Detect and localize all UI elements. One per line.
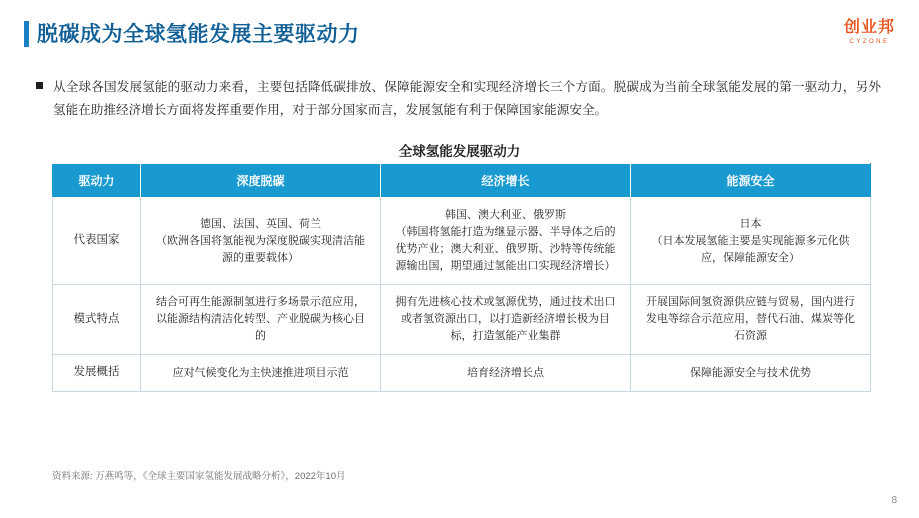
cell-0-0: 德国、法国、英国、荷兰 （欧洲各国将氢能视为深度脱碳实现清洁能源的重要载体） <box>141 198 381 285</box>
row-label-2: 发展概括 <box>53 355 141 392</box>
driver-table <box>52 163 871 392</box>
brand-logo <box>844 20 895 45</box>
cell-1-0: 结合可再生能源制氢进行多场景示范应用，以能源结构清洁化转型、产业脱碳为核心目的 <box>141 285 381 355</box>
table-header-row <box>53 164 871 198</box>
cell-0-2: 日本 （日本发展氢能主要是实现能源多元化供应，保障能源安全） <box>631 198 871 285</box>
cell-2-2: 保障能源安全与技术优势 <box>631 355 871 392</box>
table-row <box>53 198 871 285</box>
logo-text-cn: 创业邦 <box>843 19 895 36</box>
source-note: 资料来源: 万燕鸣等，《全球主要国家氢能发展战略分析》，2022年10月 <box>52 471 346 482</box>
table-header-cell-2: 经济增长 <box>381 164 631 198</box>
page-title: 脱碳成为全球氢能发展主要驱动力 <box>37 23 360 46</box>
cell-1-2: 开展国际间氢资源供应链与贸易，国内进行发电等综合示范应用，替代石油、煤炭等化石资源 <box>631 285 871 355</box>
summary-bullet <box>36 76 881 123</box>
table-row <box>53 285 871 355</box>
summary-text: 从全球各国发展氢能的驱动力来看，主要包括降低碳排放、保障能源安全和实现经济增长三个方面。脱碳成为当前全球氢能发展的第一驱动力，另外氢能在助推经济增长方面将发挥重要作用，对于部分国家而言，发展氢能有利于保障国家能源安全。 <box>53 80 881 118</box>
title-accent-bar <box>24 21 29 47</box>
driver-table-wrapper <box>52 163 870 392</box>
row-label-1: 模式特点 <box>53 285 141 355</box>
cell-1-1: 拥有先进核心技术或氢源优势，通过技术出口或者氢资源出口，以打造新经济增长极为目标，打造氢能产业集群 <box>381 285 631 355</box>
slide-header <box>0 18 919 54</box>
row-label-0: 代表国家 <box>53 198 141 285</box>
logo-text-en: CYZONE <box>849 39 890 45</box>
cell-2-1: 培育经济增长点 <box>381 355 631 392</box>
table-caption: 全球氢能发展驱动力 <box>398 144 521 159</box>
table-header-cell-0: 驱动力 <box>53 164 141 198</box>
cell-0-1: 韩国、澳大利亚、俄罗斯 （韩国将氢能打造为继显示器、半导体之后的优势产业；澳大利亚、俄罗斯、沙特等传统能源输出国，期望通过氢能出口实现经济增长） <box>381 198 631 285</box>
page-number: 8 <box>891 495 897 506</box>
table-row <box>53 355 871 392</box>
bullet-square-icon <box>36 82 43 89</box>
table-header-cell-3: 能源安全 <box>631 164 871 198</box>
table-header-cell-1: 深度脱碳 <box>141 164 381 198</box>
cell-2-0: 应对气候变化为主快速推进项目示范 <box>141 355 381 392</box>
